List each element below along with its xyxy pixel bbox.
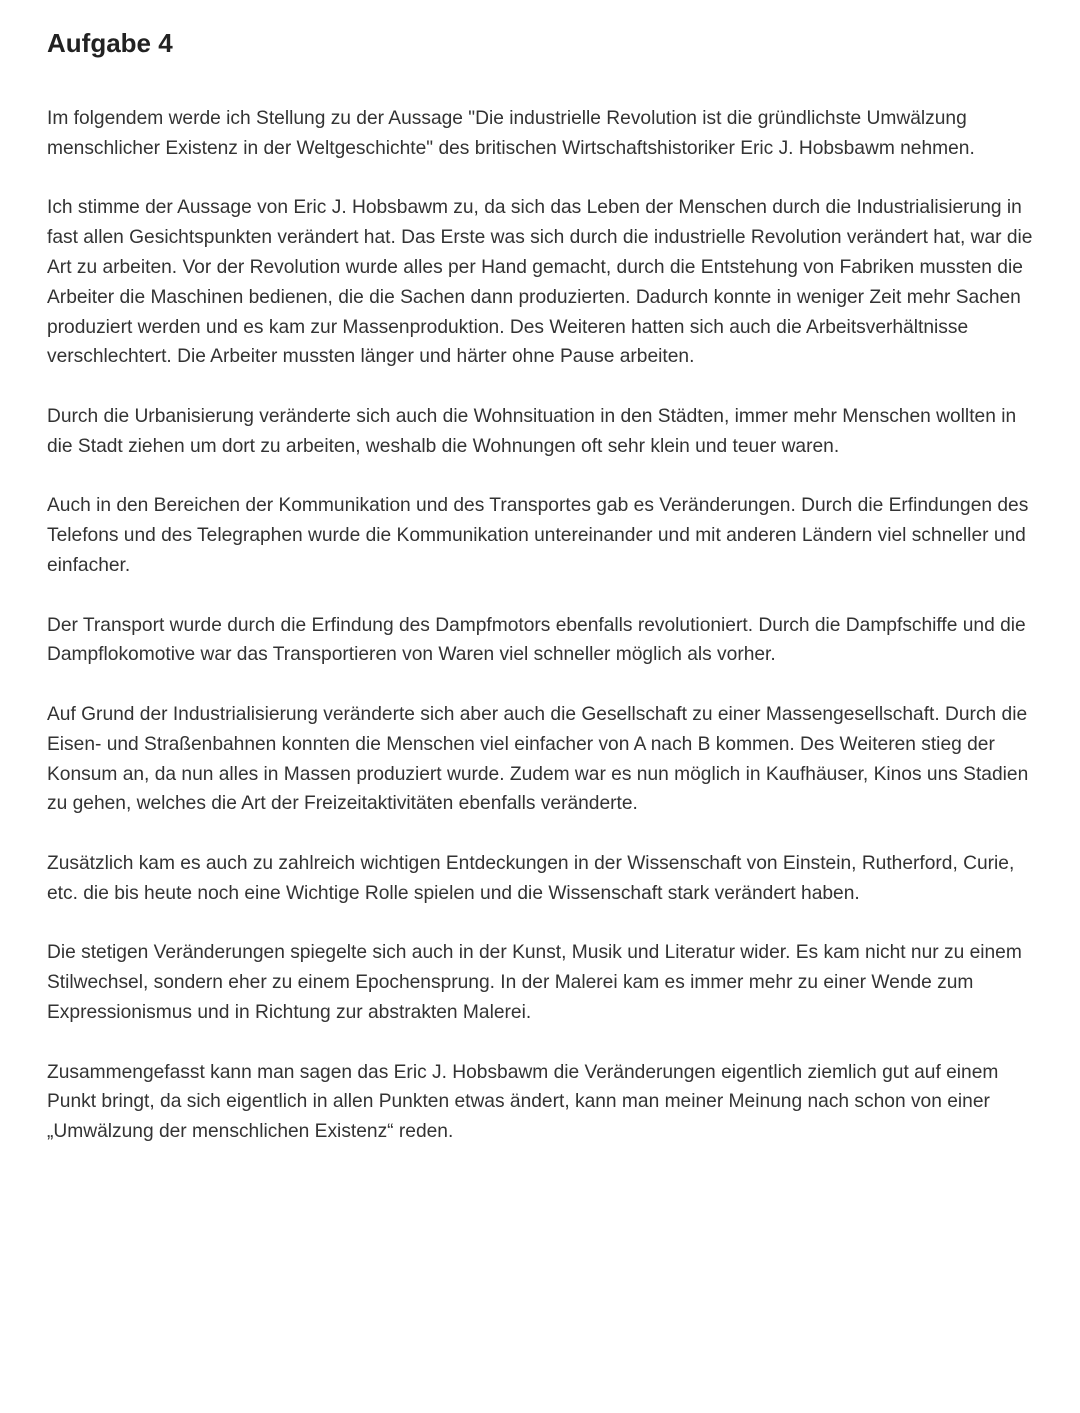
paragraph-science: Zusätzlich kam es auch zu zahlreich wichtigen Entdeckungen in der Wissenschaft von Einstein, Rutherford, Curie, etc. die bis heute noch eine Wichtige Rolle spielen und die Wissenschaft stark verändert haben. — [47, 852, 1015, 904]
paragraph-communication: Auch in den Bereichen der Kommunikation und des Transportes gab es Veränderungen. Durch die Erfindungen des Telefons und des Telegraphen wurde die Kommunikation untereinander und mit anderen Ländern viel schneller und einfacher. — [47, 495, 1029, 576]
paragraph-introduction: Im folgendem werde ich Stellung zu der Aussage "Die industrielle Revolution ist die gründlichste Umwälzung menschlicher Existenz in der Weltgeschichte" des britischen Wirtschaftshistoriker Eric J. Hobsbawm nehmen. — [47, 108, 975, 159]
page-title: Aufgabe 4 — [47, 28, 173, 58]
paragraph-work: Ich stimme der Aussage von Eric J. Hobsbawm zu, da sich das Leben der Menschen durch die Industrialisierung in fast allen Gesichtspunkten verändert hat. Das Erste was sich durch die industrielle Revolution verändert hat, war die Art zu arbeiten. Vor der Revolution wurde alles per Hand gemacht, durch die Entstehung von Fabriken mussten die Arbeiter die Maschinen bedienen, die die Sachen dann produzierten. Dadurch konnte in weniger Zeit mehr Sachen produziert werden und es kam zur Massenproduktion. Des Weiteren hatten sich auch die Arbeitsverhältnisse verschlechtert. Die Arbeiter mussten länger und härter ohne Pause arbeiten. — [47, 197, 1033, 368]
paragraph-art: Die stetigen Veränderungen spiegelte sich auch in der Kunst, Musik und Literatur wider. Es kam nicht nur zu einem Stilwechsel, sondern eher zu einem Epochensprung. In der Malerei kam es immer mehr zu einer Wende zum Expressionismus und in Richtung zur abstrakten Malerei. — [47, 942, 1022, 1023]
paragraph-urbanization: Durch die Urbanisierung veränderte sich auch die Wohnsituation in den Städten, immer mehr Menschen wollten in die Stadt ziehen um dort zu arbeiten, weshalb die Wohnungen oft sehr klein und teuer waren. — [47, 405, 1017, 457]
paragraph-transport: Der Transport wurde durch die Erfindung des Dampfmotors ebenfalls revolutioniert. Durch die Dampfschiffe und die Dampflokomotive war das Transportieren von Waren viel schneller möglich als vorher. — [47, 614, 1026, 666]
paragraph-society: Auf Grund der Industrialisierung veränderte sich aber auch die Gesellschaft zu einer Massengesellschaft. Durch die Eisen- und Straßenbahnen konnten die Menschen viel einfacher von A nach B kommen. Des Weiteren stieg der Konsum an, da nun alles in Massen produziert wurde. Zudem war es nun möglich in Kaufhäuser, Kinos uns Stadien zu gehen, welches die Art der Freizeitaktivitäten ebenfalls veränderte. — [47, 703, 1029, 815]
document-page — [47, 24, 1037, 1177]
paragraph-conclusion: Zusammengefasst kann man sagen das Eric J. Hobsbawm die Veränderungen eigentlich ziemlich gut auf einem Punkt bringt, da sich eigentlich in allen Punkten etwas ändert, kann man meiner Meinung nach schon von einer „Umwälzung der menschlichen Existenz“ reden. — [47, 1061, 999, 1143]
